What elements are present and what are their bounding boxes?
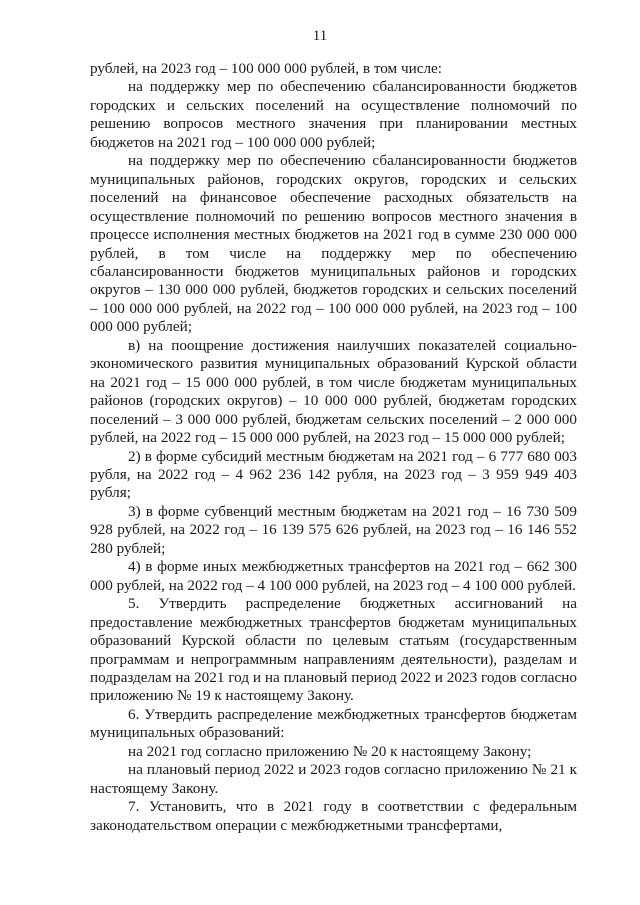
document-body [90, 60, 577, 835]
paragraph-3: на поддержку мер по обеспечению сбалансированности бюджетов муниципальных районов, городских округов, городских и сельских поселений на финансовое обеспечение расходных обязательств на осуществление полномочий по решению вопросов местного значения в процессе исполнения местных бюджетов на 2021 год в сумме 230 000 000 рублей, в том числе на поддержку мер по обеспечению сбалансированности бюджетов муниципальных районов и городских округов – 130 000 000 рублей, бюджетов городских и сельских поселений – 100 000 000 рублей, на 2022 год – 100 000 000 рублей, на 2023 год – 100 000 000 рублей; [90, 152, 577, 336]
paragraph-9: 6. Утвердить распределение межбюджетных трансфертов бюджетам муниципальных образований: [90, 705, 577, 742]
paragraph-2: на поддержку мер по обеспечению сбалансированности бюджетов городских и сельских поселений на осуществление полномочий по решению вопросов местного значения при планировании местных бюджетов на 2021 год – 100 000 000 рублей; [90, 78, 577, 151]
page-number: 11 [312, 28, 328, 44]
paragraph-12: 7. Установить, что в 2021 году в соответствии с федеральным законодательством операции с межбюджетными трансфертами, [90, 798, 577, 834]
paragraph-1: рублей, на 2023 год – 100 000 000 рублей, в том числе: [90, 60, 443, 77]
paragraph-10: на 2021 год согласно приложению № 20 к настоящему Закону; [128, 742, 532, 760]
paragraph-6: 3) в форме субвенций местным бюджетам на 2021 год – 16 730 509 928 рублей, на 2022 год – 16 139 575 626 рублей, на 2023 год – 16 146 552 280 рублей; [90, 502, 577, 557]
paragraph-4: в) на поощрение достижения наилучших показателей социально-экономического развития муниципальных образований Курской области на 2021 год – 15 000 000 рублей, в том числе бюджетам муниципальных районов (городских округов) – 10 000 000 рублей, бюджетам городских поселений – 3 000 000 рублей, бюджетам сельских поселений – 2 000 000 рублей, на 2022 год – 15 000 000 рублей, на 2023 год – 15 000 000 рублей; [90, 336, 577, 447]
paragraph-8: 5. Утвердить распределение бюджетных ассигнований на предоставление межбюджетных трансфертов бюджетам муниципальных образований Курской области по целевым статьям (государственным программам и непрограммным направлениям деятельности), разделам и подразделам на 2021 год и на плановый период 2022 и 2023 годов согласно приложению № 19 к настоящему Закону. [90, 595, 577, 705]
paragraph-5: 2) в форме субсидий местным бюджетам на 2021 год – 6 777 680 003 рубля, на 2022 год – 4 962 236 142 рубля, на 2023 год – 3 959 949 403 рубля; [90, 447, 577, 502]
paragraph-7: 4) в форме иных межбюджетных трансфертов на 2021 год – 662 300 000 рублей, на 2022 год – 4 100 000 рублей, на 2023 год – 4 100 000 рублей. [90, 558, 577, 594]
paragraph-11: на плановый период 2022 и 2023 годов согласно приложению № 21 к настоящему Закону. [90, 761, 577, 797]
